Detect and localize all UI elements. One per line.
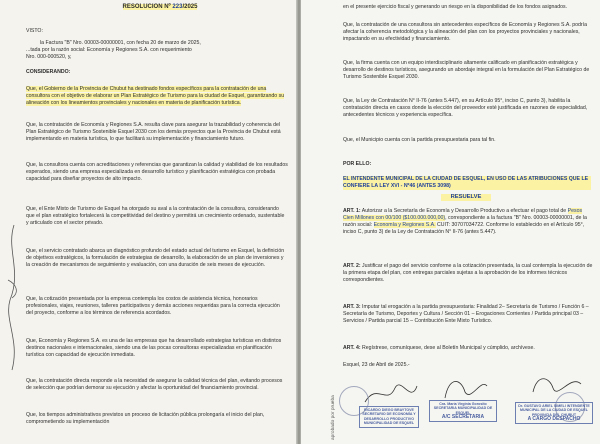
left-page [0, 0, 297, 444]
paragraph-7: Que, Economía y Regiones S.A. es una de las empresas que ha desarrollado estrategias turísticas en distintos destinos nacionales e internacionales, siendo una de las pocas consultoras especializadas en planificación turística con capacidad de ejecución inmediata. [26, 338, 282, 358]
margin-annotation: aprobado por prueba [331, 395, 336, 440]
resolution-heading [100, 4, 220, 11]
resolution-number: 223 [172, 4, 183, 10]
right-page [301, 0, 600, 444]
visto-line-3: ...tada por la razón social: Economía y Regiones S.A. con requerimiento [26, 47, 192, 53]
stamp-economy-secretary: RICARDO DIEGO BRAYTOVE SECRETARIO DE ECONOMÍA Y DESARROLLO PRODUCTIVO MUNICIPALIDAD DE ESQUEL [359, 406, 419, 428]
heading-highlight: RESOLUCION Nº 223/2025 [122, 4, 198, 10]
stamp-mayor: Dr. GUSTAVO ARIEL SIMELI INTENDENTE MUNICIPAL DE LA CIUDAD DE ESQUEL PROVINCIA DEL CHUBUT A CARGO DESPACHO [515, 402, 593, 424]
paragraph-4: Que, el Ente Mixto de Turismo de Esquel ha otorgado su aval a la contratación de la consultora, considerando que el plan estratégico fortalecerá la competitividad del destino y permitirá un crecimiento ordenado, sustentable y articulado con el sector privado. [26, 206, 285, 226]
article-4: ART. 4: Regístrese, comuníquese, dese al Boletín Municipal y cúmplido, archívese. [343, 345, 535, 351]
intendente-clause: EL INTENDENTE MUNICIPAL DE LA CIUDAD DE ESQUEL, EN USO DE LAS ATRIBUCIONES QUE LE CONFIERE LA LEY XVI - Nº46 (ANTES 3098) [343, 176, 591, 190]
visto-line-4: Nro. 000-000520, y, [26, 54, 72, 60]
right-paragraph-1: Que, la contratación de una consultora sin antecedentes específicos de Economía y Regiones S.A. podría afectar la coherencia metodológica y la alineación del plan con los proyectos provinciales y nacionales, impactando en su efectividad y financiamiento. [343, 22, 587, 42]
visto-line-2: la Factura "B" Nro. 00003-00000001, con fecha 20 de marzo de 2025, [40, 40, 201, 46]
payment-amount: Pesos Cien Millones con 00/100 ($100.000.000,00) [343, 208, 583, 221]
paragraph-1-highlight: Que, el Gobierno de la Provincia de Chubut ha destinado fondos específicos para la contratación de una consultora con el objetivo de elaborar un Plan Estratégico de Turismo para la ciudad de Esquel, garantizando su alineación con los lineamientos provinciales y nacionales en materia de planificación turística. [26, 86, 285, 106]
right-paragraph-2: Que, la firma cuenta con un equipo interdisciplinario altamente calificado en planificación estratégica y desarrollo de destinos turísticos, asegurando un abordaje integral en la formulación del Plan Estratégico de Turismo Sostenible Esquel 2030. [343, 60, 590, 80]
article-3: ART. 3: Imputar tal erogación a la partida presupuestaria: Finalidad 2– Secretaría de Turismo / Función 6 – Secretaría de Turismo, Deportes y Cultura / Sección 01 – Erogaciones Corrientes / Partida principal 03 – Servicios / Partida parcial 15 – Contribución Ente Mixto Turístico. [343, 304, 589, 324]
right-paragraph-0: en el presente ejercicio fiscal y generando un riesgo en la disponibilidad de los fondos asignados. [343, 4, 568, 10]
article-1: ART. 1: Autorizar a la Secretaría de Economía y Desarrollo Productivo a efectuar el pago total de Pesos Cien Millones con 00/100 ($100.000.000,00), correspondiente a la factura "B" Nro. 00003-00000001, de la razón social: Economía y Regiones S.A. CUIT: 30707034722. Conforme lo establecido en el Artículo 95°, inciso C, punto 3) de la Ley de Contratación N° II-76 (antes 5.447). [343, 208, 587, 235]
right-paragraph-3: Que, la Ley de Contratación N° II-76 (antes 5.447), en su Artículo 95°, inciso C, punto 3), habilita la contratación directa en casos donde la elección del proveedor esté justificada en razones de especialidad, antecedentes técnicos y experiencia específica. [343, 98, 588, 118]
paragraph-9: Que, los tiempos administrativos previstos un proceso de licitación pública prolongaría el inicio del plan, comprometiendo su implementación [26, 412, 265, 425]
date-line: Esquel, 23 de Abril de 2025.- [343, 362, 410, 368]
company-name: Economía y Regiones S.A. [373, 221, 436, 228]
signature-1 [361, 378, 421, 408]
paragraph-2: Que, la contratación de Economía y Regiones S.A. resulta clave para asegurar la trazabilidad y coherencia del Plan Estratégico de Turismo Sostenible Esquel 2030 con los demás proyectos que la Provincia de Chubut está implementando en materia turística, lo que facilitará su implementación y financiamiento futuro. [26, 122, 281, 142]
paragraph-5: Que, el servicio contratado abarca un diagnóstico profundo del estado actual del turismo en Esquel, la definición de objetivos estratégicos, la formulación de estrategias de desarrollo, la elaboración de un plan de inversiones y la creación de mecanismos de seguimiento y evaluación, con una duración de seis meses de ejecución. [26, 248, 285, 268]
paragraph-6: Que, la cotización presentada por la empresa contempla los costos de asistencia técnica, honorarios profesionales, viajes, reuniones, talleres participativos y demás acciones requeridas para la correcta ejecución del proyecto, conforme a los términos de referencia acordados. [26, 296, 280, 316]
visto-line-1: VISTO: [26, 28, 43, 34]
por-ello-heading: POR ELLO: [343, 161, 372, 167]
paragraph-1 [26, 86, 288, 107]
resuelve-heading: RESUELVE [441, 194, 491, 201]
paragraph-3: Que, la consultora cuenta con acreditaciones y referencias que garantizan la calidad y viabilidad de los resultados esperados, siendo una empresa especializada en desarrollo turístico y planificación estratégica con probada capacidad para diseñar proyectos de alto impacto. [26, 162, 288, 182]
paragraph-8: Que, la contratación directa responde a la necesidad de asegurar la calidad técnica del plan, evitando procesos de selección que podrían demorar su ejecución y afectar la oportunidad del financiamiento provincial. [26, 378, 283, 391]
considerando-heading: CONSIDERANDO: [26, 69, 71, 75]
signature-2 [441, 372, 491, 402]
right-paragraph-4: Que, el Municipio cuenta con la partida presupuestaria para tal fin. [343, 137, 496, 143]
margin-signature [2, 220, 26, 380]
stamp-secretary: Cra. María Virginia Gorosito SECRETARIA MUNICIPALIDAD DE ESQUEL A/C SECRETARIA [429, 400, 497, 422]
article-2: ART. 2: Justificar el pago del servicio conforme a la cotización presentada, la cual contempla la ejecución de la primera etapa del plan, con entregas parciales sujetas a la aprobación de los informes técnicos correspondientes. [343, 263, 593, 283]
